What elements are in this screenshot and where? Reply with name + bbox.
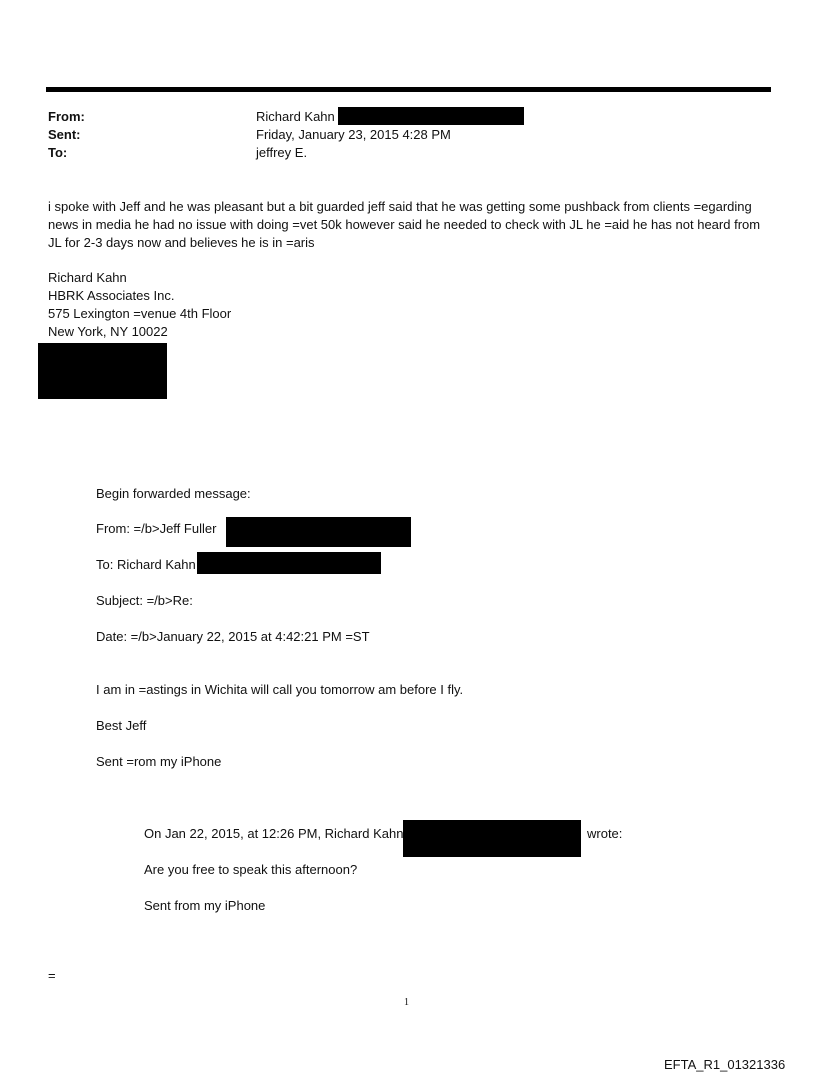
forwarded-intro: Begin forwarded message: (96, 486, 251, 501)
from-label: From: (48, 109, 85, 124)
footer-document-id: EFTA_R1_01321336 (664, 1057, 786, 1072)
quoted-header-wrote: wrote: (587, 826, 623, 841)
forwarded-to: To: Richard Kahn (96, 557, 196, 572)
signature-company: HBRK Associates Inc. (48, 288, 175, 303)
trailing-marker: = (48, 968, 56, 983)
quoted-header: On Jan 22, 2015, at 12:26 PM, Richard Kahn (144, 826, 404, 841)
redaction-box (38, 343, 167, 399)
message-body: i spoke with Jeff and he was pleasant but a bit guarded jeff said that he was getting some pushback from clients =egarding news in media he had no issue with doing =vet 50k however said he needed to check with JL he =aid he has not heard from JL for 2-3 days now and believes he is in =aris (48, 199, 761, 250)
redaction-box (403, 820, 581, 857)
redaction-box (197, 552, 381, 574)
redaction-box (338, 107, 524, 125)
signature-address-line2: New York, NY 10022 (48, 324, 168, 339)
from-value: Richard Kahn (256, 109, 335, 124)
forwarded-date: Date: =/b>January 22, 2015 at 4:42:21 PM =ST (96, 629, 370, 644)
forwarded-signoff: Best Jeff (96, 718, 147, 733)
forwarded-from: From: =/b>Jeff Fuller (96, 521, 217, 536)
forwarded-sent-from: Sent =rom my iPhone (96, 754, 222, 769)
signature-name: Richard Kahn (48, 270, 127, 285)
header-rule (46, 87, 771, 92)
to-value: jeffrey E. (256, 145, 308, 160)
forwarded-subject: Subject: =/b>Re: (96, 593, 193, 608)
to-label: To: (48, 145, 68, 160)
quoted-body: Are you free to speak this afternoon? (144, 862, 358, 877)
forwarded-body: I am in =astings in Wichita will call you tomorrow am before I fly. (96, 682, 464, 697)
redaction-box (226, 517, 411, 547)
page-number: 1 (404, 997, 409, 1008)
sent-label: Sent: (48, 127, 81, 142)
signature-address-line1: 575 Lexington =venue 4th Floor (48, 306, 232, 321)
sent-value: Friday, January 23, 2015 4:28 PM (256, 127, 451, 142)
quoted-sent-from: Sent from my iPhone (144, 898, 266, 913)
